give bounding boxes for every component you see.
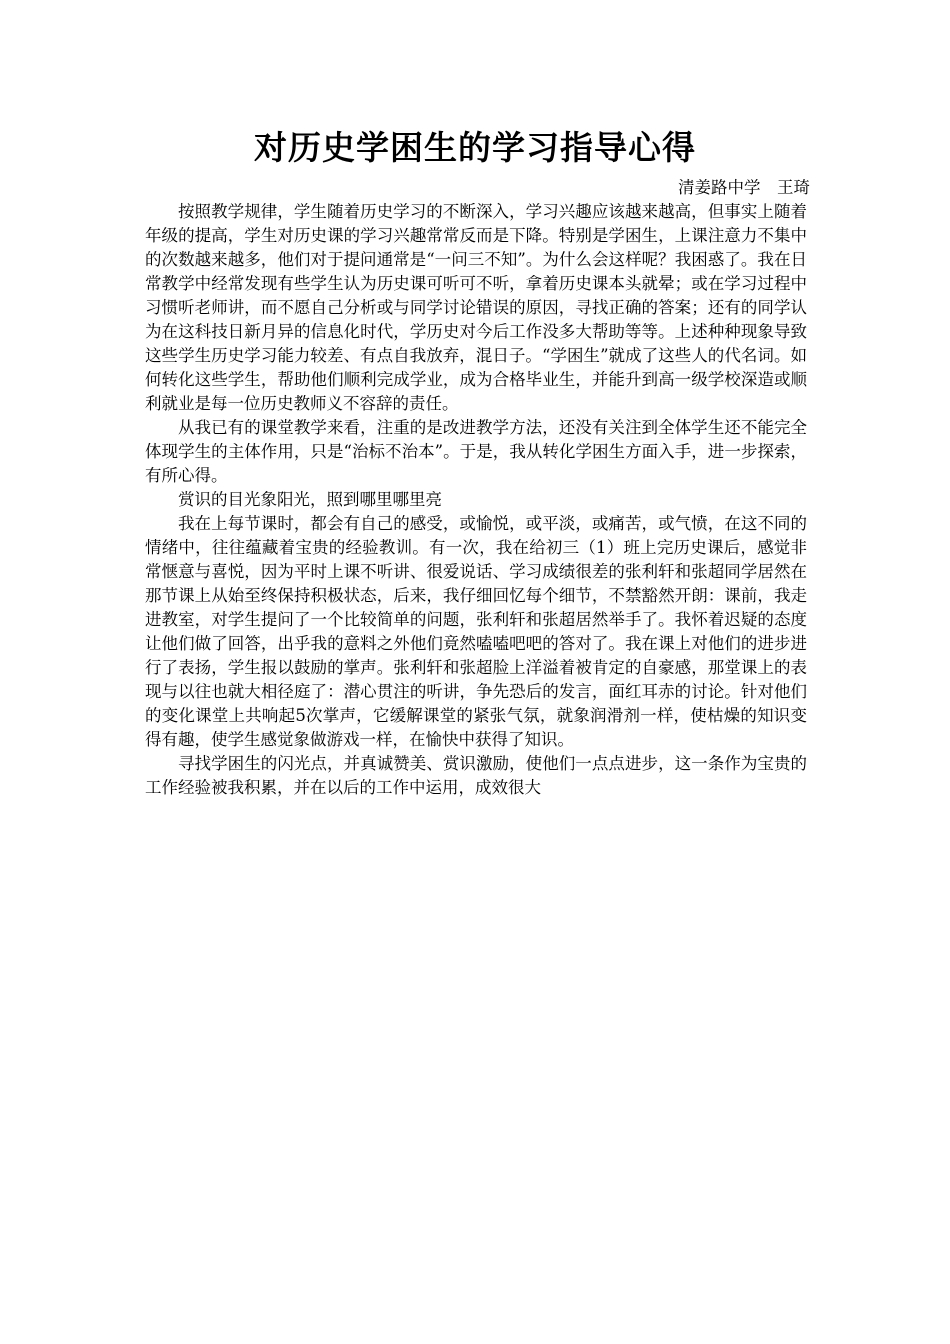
paragraph-intro: 按照教学规律，学生随着历史学习的不断深入，学习兴趣应该越来越高，但事实上随着年级的提高，学生对历史课的学习兴趣常常反而是下降。特别是学困生，上课注意力不集中的次数越来越多，他们对于提问通常是“一问三不知”。为什么会这样呢？我困惑了。我在日常教学中经常发现有些学生认为历史课可听可不听，拿着历史课本头就晕；或在学习过程中习惯听老师讲，而不愿自己分析或与同学讨论错误的原因，寻找正确的答案；还有的同学认为在这科技日新月异的信息化时代，学历史对今后工作没多大帮助等等。上述种种现象导致这些学生历史学习能力较差、有点自我放弃，混日子。“学困生”就成了这些人的代名词。如何转化这些学生，帮助他们顺利完成学业，成为合格毕业生，并能升到高一级学校深造或顺利就业是每一位历史教师义不容辞的责任。 <box>145 202 807 413</box>
paragraph-case-story: 我在上每节课时，都会有自己的感受，或愉悦，或平淡，或痛苦，或气愤，在这不同的情绪中，往往蕴藏着宝贵的经验教训。有一次，我在给初三（1）班上完历史课后，感觉非常惬意与喜悦，因为平时上课不听讲、很爱说话、学习成绩很差的张利轩和张超同学居然在那节课上从始至终保持积极状态，后来，我仔细回忆每个细节，不禁豁然开朗：课前，我走进教室，对学生提问了一个比较简单的问题，张利轩和张超居然举手了。我怀着迟疑的态度让他们做了回答，出乎我的意料之外他们竟然嗑嗑吧吧的答对了。我在课上对他们的进步进行了表扬，学生报以鼓励的掌声。张利轩和张超脸上洋溢着被肯定的自豪感，那堂课上的表现与以往也就大相径庭了：潜心贯注的听讲，争先恐后的发言，面红耳赤的讨论。针对他们的变化课堂上共响起5次掌声，它缓解课堂的紧张气氛，就象润滑剂一样，使枯燥的知识变得有趣，使学生感觉象做游戏一样，在愉快中获得了知识。 <box>145 514 807 749</box>
section-heading: 赏识的目光象阳光，照到哪里哪里亮 <box>178 490 442 509</box>
document-body <box>145 200 807 800</box>
paragraph-conclusion: 寻找学困生的闪光点，并真诚赞美、赏识激励，使他们一点点进步，这一条作为宝贵的工作经验被我积累，并在以后的工作中运用，成效很大 <box>145 754 807 797</box>
document-title: 对历史学困生的学习指导心得 <box>254 128 696 167</box>
author-line: 清姜路中学 王琦 <box>678 178 810 197</box>
paragraph-approach: 从我已有的课堂教学来看，注重的是改进教学方法，还没有关注到全体学生还不能完全体现学生的主体作用，只是“治标不治本”。于是，我从转化学困生方面入手，进一步探索，有所心得。 <box>145 418 807 485</box>
